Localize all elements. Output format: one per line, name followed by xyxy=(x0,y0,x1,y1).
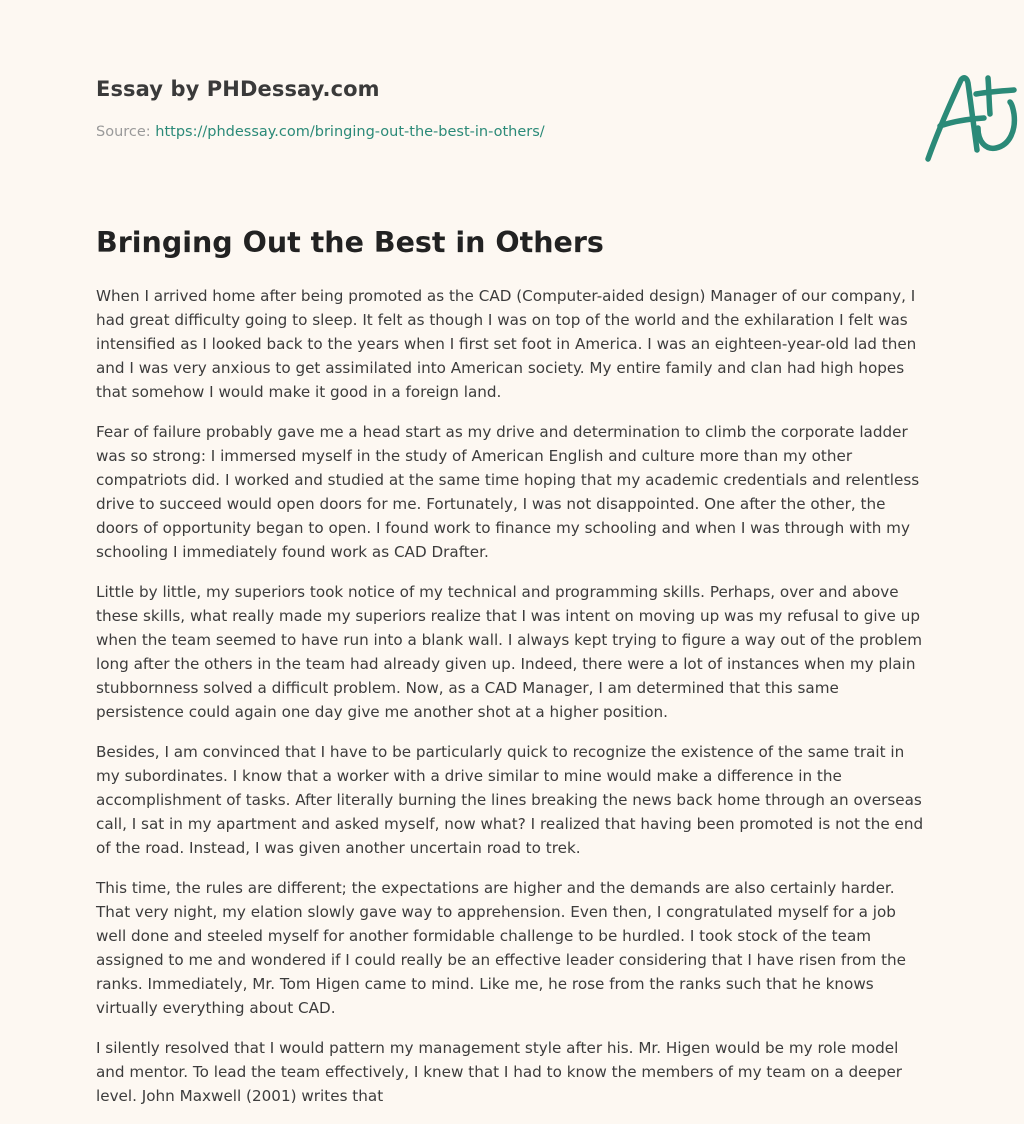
source-line xyxy=(96,124,545,140)
source-link[interactable]: https://phdessay.com/bringing-out-the-best-in-others/ xyxy=(155,124,545,140)
essay-paragraph: I silently resolved that I would pattern my management style after his. Mr. Higen would be my role model and mentor. To lead the team effectively, I knew that I had to know the members of my team on a deeper level. John Maxwell (2001) writes that xyxy=(96,1039,903,1105)
essay-paragraph: Little by little, my superiors took notice of my technical and programming skills. Perhaps, over and above these skills, what really made my superiors realize that I was intent on moving up was my refusal to give up when the team seemed to have run into a blank wall. I always kept trying to figure a way out of the problem long after the others in the team had already given up. Indeed, there were a lot of instances when my plain stubbornness solved a difficult problem. Now, as a CAD Manager, I am determined that this same persistence could again one day give me another shot at a higher position. xyxy=(96,583,923,721)
a-plus-grade-icon xyxy=(916,66,1024,166)
essay-body xyxy=(96,284,930,1124)
site-brand: Essay by PHDessay.com xyxy=(96,77,380,101)
essay-paragraph: This time, the rules are different; the expectations are higher and the demands are also certainly harder. That very night, my elation slowly gave way to apprehension. Even then, I congratulated myself for a job well done and steeled myself for another formidable challenge to be hurdled. I took stock of the team assigned to me and wondered if I could really be an effective leader considering that I have risen from the ranks. Immediately, Mr. Tom Higen came to mind. Like me, he rose from the ranks such that he knows virtually everything about CAD. xyxy=(96,879,907,1017)
essay-paragraph: When I arrived home after being promoted as the CAD (Computer-aided design) Manager of our company, I had great difficulty going to sleep. It felt as though I was on top of the world and the exhilaration I felt was intensified as I looked back to the years when I first set foot in America. I was an eighteen-year-old lad then and I was very anxious to get assimilated into American society. My entire family and clan had high hopes that somehow I would make it good in a foreign land. xyxy=(96,287,917,401)
essay-title: Bringing Out the Best in Others xyxy=(96,226,604,259)
source-label: Source: xyxy=(96,124,156,140)
essay-paragraph: Fear of failure probably gave me a head start as my drive and determination to climb the corporate ladder was so strong: I immersed myself in the study of American English and culture more than my other compatriots did. I worked and studied at the same time hoping that my academic credentials and relentless drive to succeed would open doors for me. Fortunately, I was not disappointed. One after the other, the doors of opportunity began to open. I found work to finance my schooling and when I was through with my schooling I immediately found work as CAD Drafter. xyxy=(96,423,920,561)
essay-paragraph: Besides, I am convinced that I have to be particularly quick to recognize the existence of the same trait in my subordinates. I know that a worker with a drive similar to mine would make a difference in the accomplishment of tasks. After literally burning the lines breaking the news back home through an overseas call, I sat in my apartment and asked myself, now what? I realized that having been promoted is not the end of the road. Instead, I was given another uncertain road to trek. xyxy=(96,743,924,857)
